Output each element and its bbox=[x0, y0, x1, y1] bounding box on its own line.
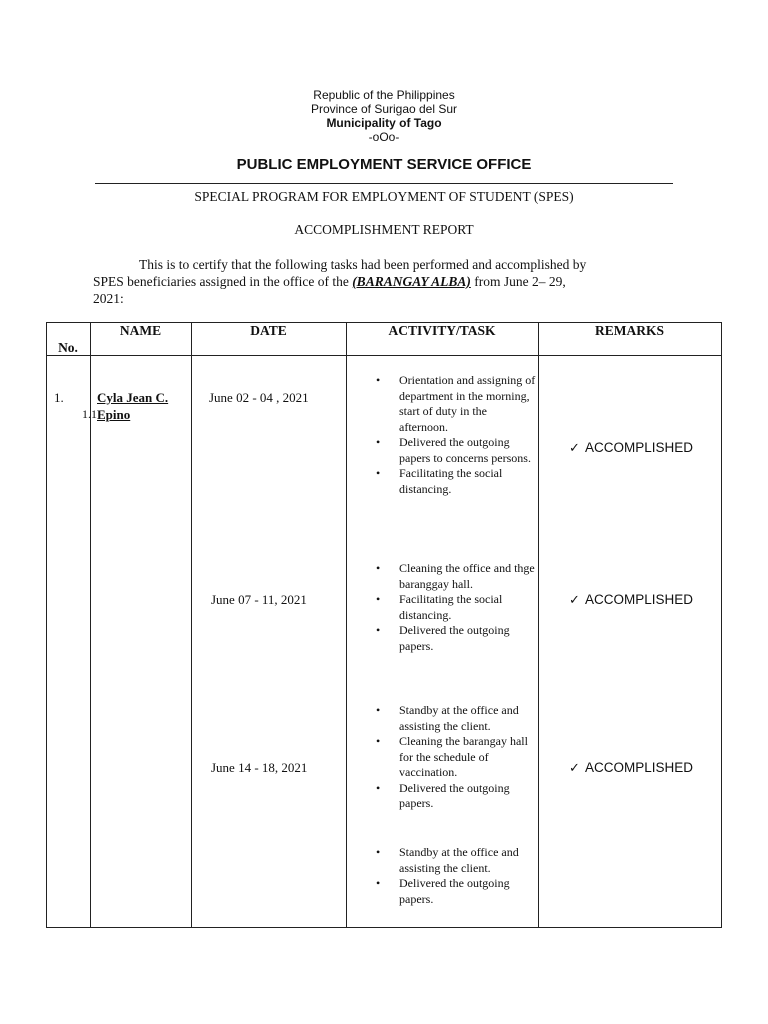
entry-4-task-list bbox=[372, 845, 536, 907]
entry-4-task-2: • Delivered the outgoing papers. bbox=[372, 876, 536, 907]
intro-line-3: 2021: bbox=[93, 291, 124, 306]
entry-3-task-3: • Delivered the outgoing papers. bbox=[372, 781, 536, 812]
entry-2-date: June 07 - 11, 2021 bbox=[211, 592, 307, 607]
municipality-line: Municipality of Tago bbox=[326, 116, 442, 130]
entry-3-date: June 14 - 18, 2021 bbox=[211, 760, 308, 775]
entry-3-remark-text: ACCOMPLISHED bbox=[585, 760, 694, 775]
entry-2-task-3: • Delivered the outgoing papers. bbox=[372, 623, 536, 654]
entry-1-remark-text: ACCOMPLISHED bbox=[585, 440, 694, 455]
entry-4-task-1: • Standby at the office and assisting the client. bbox=[372, 845, 536, 876]
intro-line-2-pre: SPES beneficiaries assigned in the office of the bbox=[93, 274, 353, 289]
entry-3-remark bbox=[569, 760, 693, 776]
table-left-border bbox=[46, 322, 47, 928]
office-title: PUBLIC EMPLOYMENT SERVICE OFFICE bbox=[236, 156, 532, 173]
entry-2-task-1: • Cleaning the office and thge baranggay hall. bbox=[372, 561, 536, 592]
entry-3-task-list bbox=[372, 703, 536, 812]
intro-line-1: This is to certify that the following tasks had been performed and accomplished by bbox=[139, 257, 587, 272]
entry-1-task-3: • Facilitating the social distancing. bbox=[372, 466, 536, 497]
entry-1-task-2: • Delivered the outgoing papers to concerns persons. bbox=[372, 435, 536, 466]
entry-2-task-2: • Facilitating the social distancing. bbox=[372, 592, 536, 623]
table-bottom-border bbox=[46, 927, 721, 928]
entry-2-task-list bbox=[372, 561, 536, 654]
table-header-border bbox=[46, 355, 721, 356]
intro-line-2-post: from June 2– 29, bbox=[470, 274, 566, 289]
entry-1-date: June 02 - 04 , 2021 bbox=[209, 390, 309, 405]
province-line: Province of Surigao del Sur bbox=[310, 102, 458, 116]
barangay-name: (BARANGAY ALBA) bbox=[352, 274, 471, 289]
row-number: 1. bbox=[54, 390, 64, 405]
header-rule bbox=[95, 183, 673, 184]
intro-line-2 bbox=[93, 273, 673, 290]
col-divider-date bbox=[346, 322, 347, 928]
header-name: NAME bbox=[119, 323, 162, 338]
table-right-border bbox=[721, 322, 722, 928]
program-title: SPECIAL PROGRAM FOR EMPLOYMENT OF STUDENT (SPES) bbox=[194, 189, 574, 204]
checkmark-icon: ✓ bbox=[569, 592, 580, 607]
header-activity: ACTIVITY/TASK bbox=[388, 323, 496, 338]
intro-paragraph bbox=[93, 256, 673, 307]
entry-1-task-list bbox=[372, 373, 536, 497]
entry-2-remark-text: ACCOMPLISHED bbox=[585, 592, 694, 607]
ornament: -oOo- bbox=[368, 130, 400, 144]
checkmark-icon: ✓ bbox=[569, 760, 580, 775]
entry-3-task-1: • Standby at the office and assisting the client. bbox=[372, 703, 536, 734]
entry-3-task-2: • Cleaning the barangay hall for the schedule of vaccination. bbox=[372, 734, 536, 781]
header-date: DATE bbox=[250, 323, 287, 338]
header-remarks: REMARKS bbox=[594, 323, 664, 338]
country-line: Republic of the Philippines bbox=[313, 88, 455, 102]
entry-1-task-1: • Orientation and assigning of department in the morning, start of duty in the afternoon. bbox=[372, 373, 536, 435]
beneficiary-name-line-2: Epino bbox=[97, 407, 131, 422]
col-divider-activity bbox=[538, 322, 539, 928]
checkmark-icon: ✓ bbox=[569, 440, 580, 455]
entry-1-remark bbox=[569, 440, 693, 456]
beneficiary-name-line-1: Cyla Jean C. bbox=[97, 390, 169, 405]
report-title: ACCOMPLISHMENT REPORT bbox=[294, 222, 474, 237]
header-no: No. bbox=[58, 340, 78, 355]
entry-2-remark bbox=[569, 592, 693, 608]
row-sub-number: 1.1 bbox=[82, 407, 97, 421]
col-divider-name bbox=[191, 322, 192, 928]
